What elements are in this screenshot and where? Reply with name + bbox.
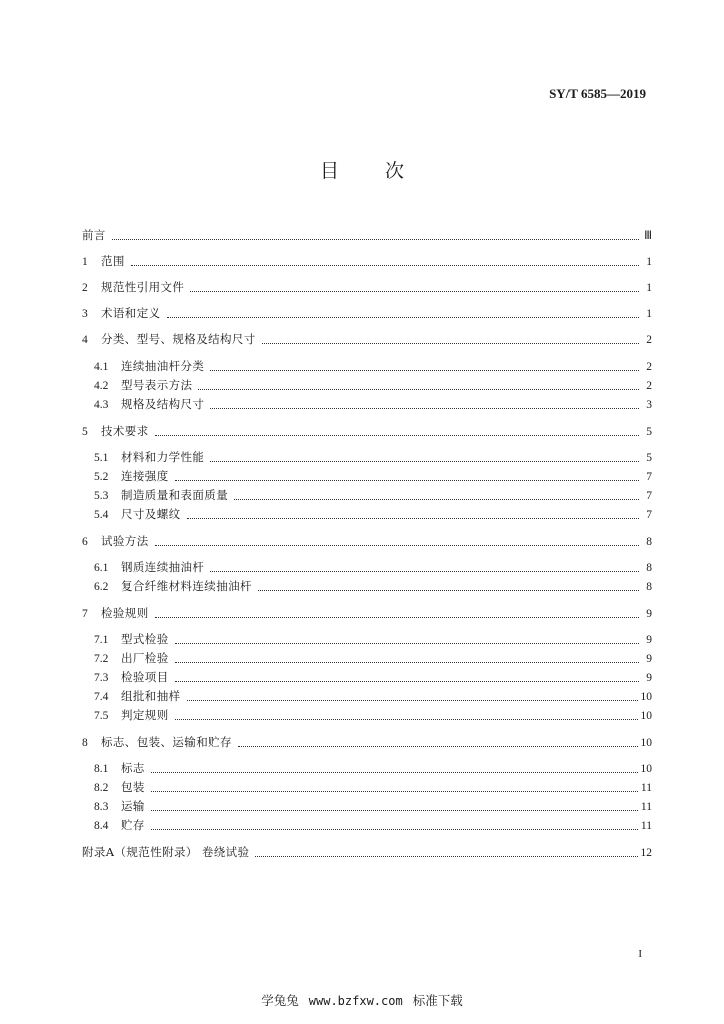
toc-entry-page: 9 bbox=[646, 634, 652, 646]
toc-entry[interactable] bbox=[94, 558, 652, 576]
toc-entry-number: 2 bbox=[82, 282, 88, 294]
toc-entry-label: 规格及结构尺寸 bbox=[121, 397, 205, 411]
toc-entry-label: 型式检验 bbox=[121, 632, 169, 646]
toc-entry-page: 10 bbox=[640, 763, 652, 775]
toc-entry-label: 规范性引用文件 bbox=[101, 280, 185, 294]
toc-entry-page: 11 bbox=[640, 820, 652, 832]
toc-entry-page: 11 bbox=[640, 801, 652, 813]
toc-leader-dots bbox=[262, 341, 639, 344]
toc-entry-page: 8 bbox=[646, 536, 652, 548]
toc-entry-number: 6.1 bbox=[94, 562, 109, 574]
footer bbox=[0, 991, 724, 1009]
toc-leader-dots bbox=[190, 289, 639, 292]
toc-entry-page: 5 bbox=[646, 426, 652, 438]
toc-leader-dots bbox=[151, 827, 638, 830]
toc-entry-page: 7 bbox=[646, 509, 652, 521]
toc-entry-label: 范围 bbox=[101, 254, 125, 268]
toc-entry[interactable] bbox=[94, 816, 652, 834]
toc-entry[interactable] bbox=[82, 532, 652, 550]
footer-url[interactable]: www.bzfxw.com bbox=[308, 994, 403, 1008]
toc-entry[interactable] bbox=[82, 843, 652, 861]
toc-entry-page: 2 bbox=[646, 380, 652, 392]
toc-leader-dots bbox=[151, 808, 638, 811]
toc-entry-page: 3 bbox=[646, 399, 652, 411]
toc-entry[interactable] bbox=[82, 604, 652, 622]
toc-entry-number: 1 bbox=[82, 256, 88, 268]
toc-entry-label: 材料和力学性能 bbox=[121, 450, 205, 464]
toc-entry-label: 尺寸及螺纹 bbox=[121, 507, 181, 521]
toc-entry-number: 8.4 bbox=[94, 820, 109, 832]
toc-entry-label: 运输 bbox=[121, 799, 145, 813]
toc-entry-label: 连续抽油杆分类 bbox=[121, 359, 205, 373]
toc-entry-page: 9 bbox=[646, 608, 652, 620]
toc-entry-label: 包装 bbox=[121, 780, 145, 794]
toc-entry-number: 4.2 bbox=[94, 380, 109, 392]
toc-entry-page: 1 bbox=[646, 256, 652, 268]
toc-entry-number: 4.3 bbox=[94, 399, 109, 411]
toc-entry-page: 8 bbox=[646, 562, 652, 574]
toc-leader-dots bbox=[131, 263, 639, 266]
toc-leader-dots bbox=[155, 615, 639, 618]
toc-leader-dots bbox=[234, 497, 639, 500]
toc-leader-dots bbox=[210, 569, 639, 572]
toc-entry-number: 8.3 bbox=[94, 801, 109, 813]
toc-entry-number: 6.2 bbox=[94, 581, 109, 593]
toc-leader-dots bbox=[210, 406, 639, 409]
toc-entry-label: 连接强度 bbox=[121, 469, 169, 483]
toc-leader-dots bbox=[155, 433, 639, 436]
toc-entry-page: Ⅲ bbox=[644, 230, 652, 242]
page-title bbox=[0, 156, 724, 183]
toc-entry-label: 试验方法 bbox=[101, 534, 149, 548]
toc-entry-number: 4 bbox=[82, 334, 88, 346]
toc-leader-dots bbox=[112, 237, 639, 240]
toc-entry-number: 8 bbox=[82, 737, 88, 749]
toc-entry-number: 5.2 bbox=[94, 471, 109, 483]
toc-leader-dots bbox=[175, 641, 639, 644]
toc-entry-label: 检验规则 bbox=[101, 606, 149, 620]
toc-entry-label: 贮存 bbox=[121, 818, 145, 832]
toc-entry-page: 12 bbox=[640, 847, 652, 859]
toc-leader-dots bbox=[175, 679, 639, 682]
toc-leader-dots bbox=[175, 717, 638, 720]
toc-entry[interactable] bbox=[94, 797, 652, 815]
toc-entry-page: 10 bbox=[640, 710, 652, 722]
toc-entry-number: 6 bbox=[82, 536, 88, 548]
toc-entry-label: 组批和抽样 bbox=[121, 689, 181, 703]
toc-entry[interactable] bbox=[94, 577, 652, 595]
toc-entry-number: 5.4 bbox=[94, 509, 109, 521]
toc-entry-label: 标志 bbox=[121, 761, 145, 775]
toc-entry[interactable] bbox=[82, 422, 652, 440]
toc-entry-page: 2 bbox=[646, 361, 652, 373]
toc-entry[interactable] bbox=[82, 330, 652, 348]
toc-entry-page: 11 bbox=[640, 782, 652, 794]
toc-leader-dots bbox=[255, 854, 637, 857]
toc-leader-dots bbox=[151, 770, 638, 773]
toc-entry-label: 复合纤维材料连续抽油杆 bbox=[121, 579, 252, 593]
toc-leader-dots bbox=[210, 459, 639, 462]
toc-entry-page: 9 bbox=[646, 672, 652, 684]
toc-leader-dots bbox=[175, 478, 639, 481]
toc-entry[interactable] bbox=[94, 630, 652, 648]
toc-entry-label: 型号表示方法 bbox=[121, 378, 193, 392]
toc-entry-page: 1 bbox=[646, 282, 652, 294]
toc-entry-page: 5 bbox=[646, 452, 652, 464]
toc-entry-number: 3 bbox=[82, 308, 88, 320]
toc-leader-dots bbox=[151, 789, 638, 792]
toc-leader-dots bbox=[175, 660, 639, 663]
toc-leader-dots bbox=[167, 315, 640, 318]
toc-entry-page: 7 bbox=[646, 490, 652, 502]
toc-entry-page: 1 bbox=[646, 308, 652, 320]
toc-entry[interactable] bbox=[82, 252, 652, 270]
toc-leader-dots bbox=[187, 698, 638, 701]
toc-entry-number: 5.1 bbox=[94, 452, 109, 464]
toc-entry-label: 前言 bbox=[82, 228, 106, 242]
toc-entry[interactable] bbox=[94, 706, 652, 724]
toc-entry-number: 4.1 bbox=[94, 361, 109, 373]
toc-entry-number: 7 bbox=[82, 608, 88, 620]
toc-entry-number: 7.1 bbox=[94, 634, 109, 646]
toc-entry-page: 10 bbox=[640, 691, 652, 703]
toc-entry-label: 术语和定义 bbox=[101, 306, 161, 320]
toc-leader-dots bbox=[187, 516, 640, 519]
toc-entry[interactable] bbox=[94, 505, 652, 523]
toc-entry-label: 检验项目 bbox=[121, 670, 169, 684]
toc-entry[interactable] bbox=[82, 733, 652, 751]
toc-entry[interactable] bbox=[82, 304, 652, 322]
toc-entry[interactable] bbox=[94, 668, 652, 686]
toc-entry[interactable] bbox=[94, 649, 652, 667]
toc-entry-label: 判定规则 bbox=[121, 708, 169, 722]
toc-entry-page: 10 bbox=[640, 737, 652, 749]
toc-entry-number: 7.5 bbox=[94, 710, 109, 722]
toc-entry[interactable] bbox=[94, 395, 652, 413]
toc-entry[interactable] bbox=[94, 357, 652, 375]
toc-entry[interactable] bbox=[94, 687, 652, 705]
footer-tagline: 标准下载 bbox=[412, 993, 463, 1008]
toc-entry[interactable] bbox=[94, 376, 652, 394]
footer-site: 学兔兔 bbox=[261, 993, 299, 1008]
page-number: I bbox=[638, 948, 642, 960]
toc-entry-label: 钢质连续抽油杆 bbox=[121, 560, 205, 574]
toc-entry-page: 7 bbox=[646, 471, 652, 483]
toc-entry[interactable] bbox=[94, 759, 652, 777]
toc-entry-page: 8 bbox=[646, 581, 652, 593]
toc-entry[interactable] bbox=[82, 226, 652, 244]
page-title-char-1: 目 bbox=[319, 160, 339, 182]
toc-leader-dots bbox=[258, 588, 639, 591]
toc-entry-number: 5.3 bbox=[94, 490, 109, 502]
toc-entry-label: 分类、型号、规格及结构尺寸 bbox=[101, 332, 256, 346]
toc-entry-label: 技术要求 bbox=[101, 424, 149, 438]
toc-entry-page: 9 bbox=[646, 653, 652, 665]
toc-entry-label: 附录A（规范性附录） 卷绕试验 bbox=[82, 845, 250, 859]
toc-entry-label: 出厂检验 bbox=[121, 651, 169, 665]
toc-entry-number: 7.4 bbox=[94, 691, 109, 703]
toc-entry[interactable] bbox=[94, 486, 652, 504]
toc-entry-label: 标志、包装、运输和贮存 bbox=[101, 735, 232, 749]
toc-entry[interactable] bbox=[94, 778, 652, 796]
toc-leader-dots bbox=[198, 387, 639, 390]
page-title-char-2: 次 bbox=[385, 160, 405, 182]
toc-entry[interactable] bbox=[82, 278, 652, 296]
toc-leader-dots bbox=[210, 368, 639, 371]
toc-entry-number: 7.3 bbox=[94, 672, 109, 684]
toc-entry-number: 8.1 bbox=[94, 763, 109, 775]
toc-entry-number: 8.2 bbox=[94, 782, 109, 794]
toc-entry-number: 5 bbox=[82, 426, 88, 438]
toc-leader-dots bbox=[155, 543, 639, 546]
toc-entry[interactable] bbox=[94, 448, 652, 466]
toc-leader-dots bbox=[238, 744, 638, 747]
toc-entry-number: 7.2 bbox=[94, 653, 109, 665]
toc-entry[interactable] bbox=[94, 467, 652, 485]
toc-entry-page: 2 bbox=[646, 334, 652, 346]
toc-entry-label: 制造质量和表面质量 bbox=[121, 488, 229, 502]
standard-code: SY/T 6585—2019 bbox=[549, 86, 646, 101]
